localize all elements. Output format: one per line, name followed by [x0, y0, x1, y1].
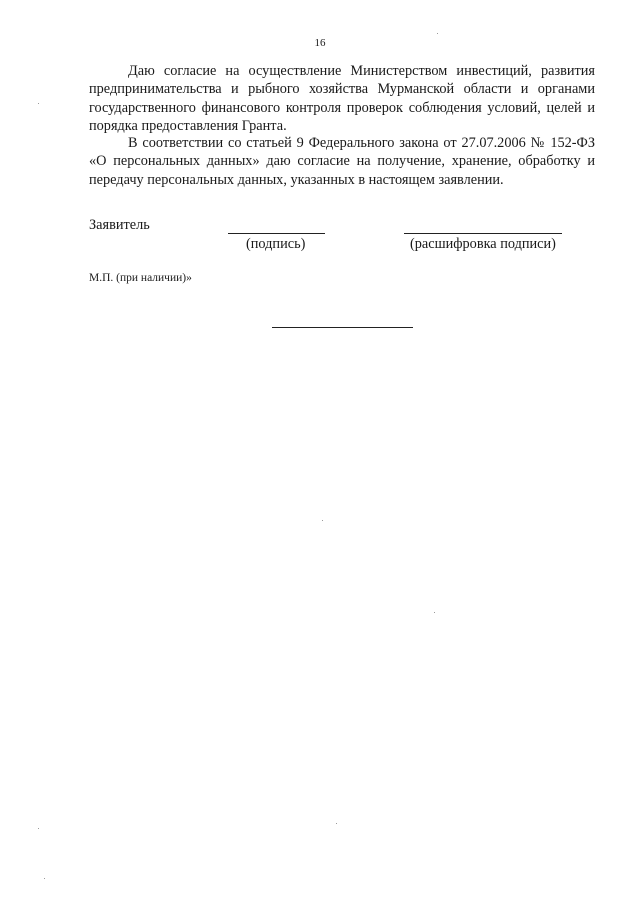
signature-line — [228, 233, 325, 234]
consent-paragraph-personal-data: В соответствии со статьей 9 Федерального закона от 27.07.2006 № 152-ФЗ «О персональных данных» даю согласие на получение, хранение, обработку и передачу персональных данных, указанных в настоящем заявлении. — [89, 135, 595, 188]
stamp-note: М.П. (при наличии)» — [89, 272, 192, 284]
signature-decryption-caption: (расшифровка подписи) — [410, 236, 556, 252]
scan-speck — [38, 103, 39, 104]
consent-paragraph-inspection: Даю согласие на осуществление Министерством инвестиций, развития предпринимательства и рыбного хозяйства Мурманской области и органами государственного финансового контроля проверок соблюдения условий, целей и порядка предоставления Гранта. — [89, 63, 595, 135]
end-of-form-rule — [272, 327, 413, 328]
signature-caption: (подпись) — [246, 236, 306, 252]
scan-speck — [322, 520, 323, 521]
page-number: 16 — [314, 37, 326, 49]
applicant-label: Заявитель — [89, 217, 150, 233]
scan-speck — [38, 828, 39, 829]
scan-speck — [336, 823, 337, 824]
scan-speck — [434, 612, 435, 613]
scan-speck — [44, 878, 45, 879]
signature-decryption-line — [404, 233, 562, 234]
scan-speck — [437, 33, 438, 34]
